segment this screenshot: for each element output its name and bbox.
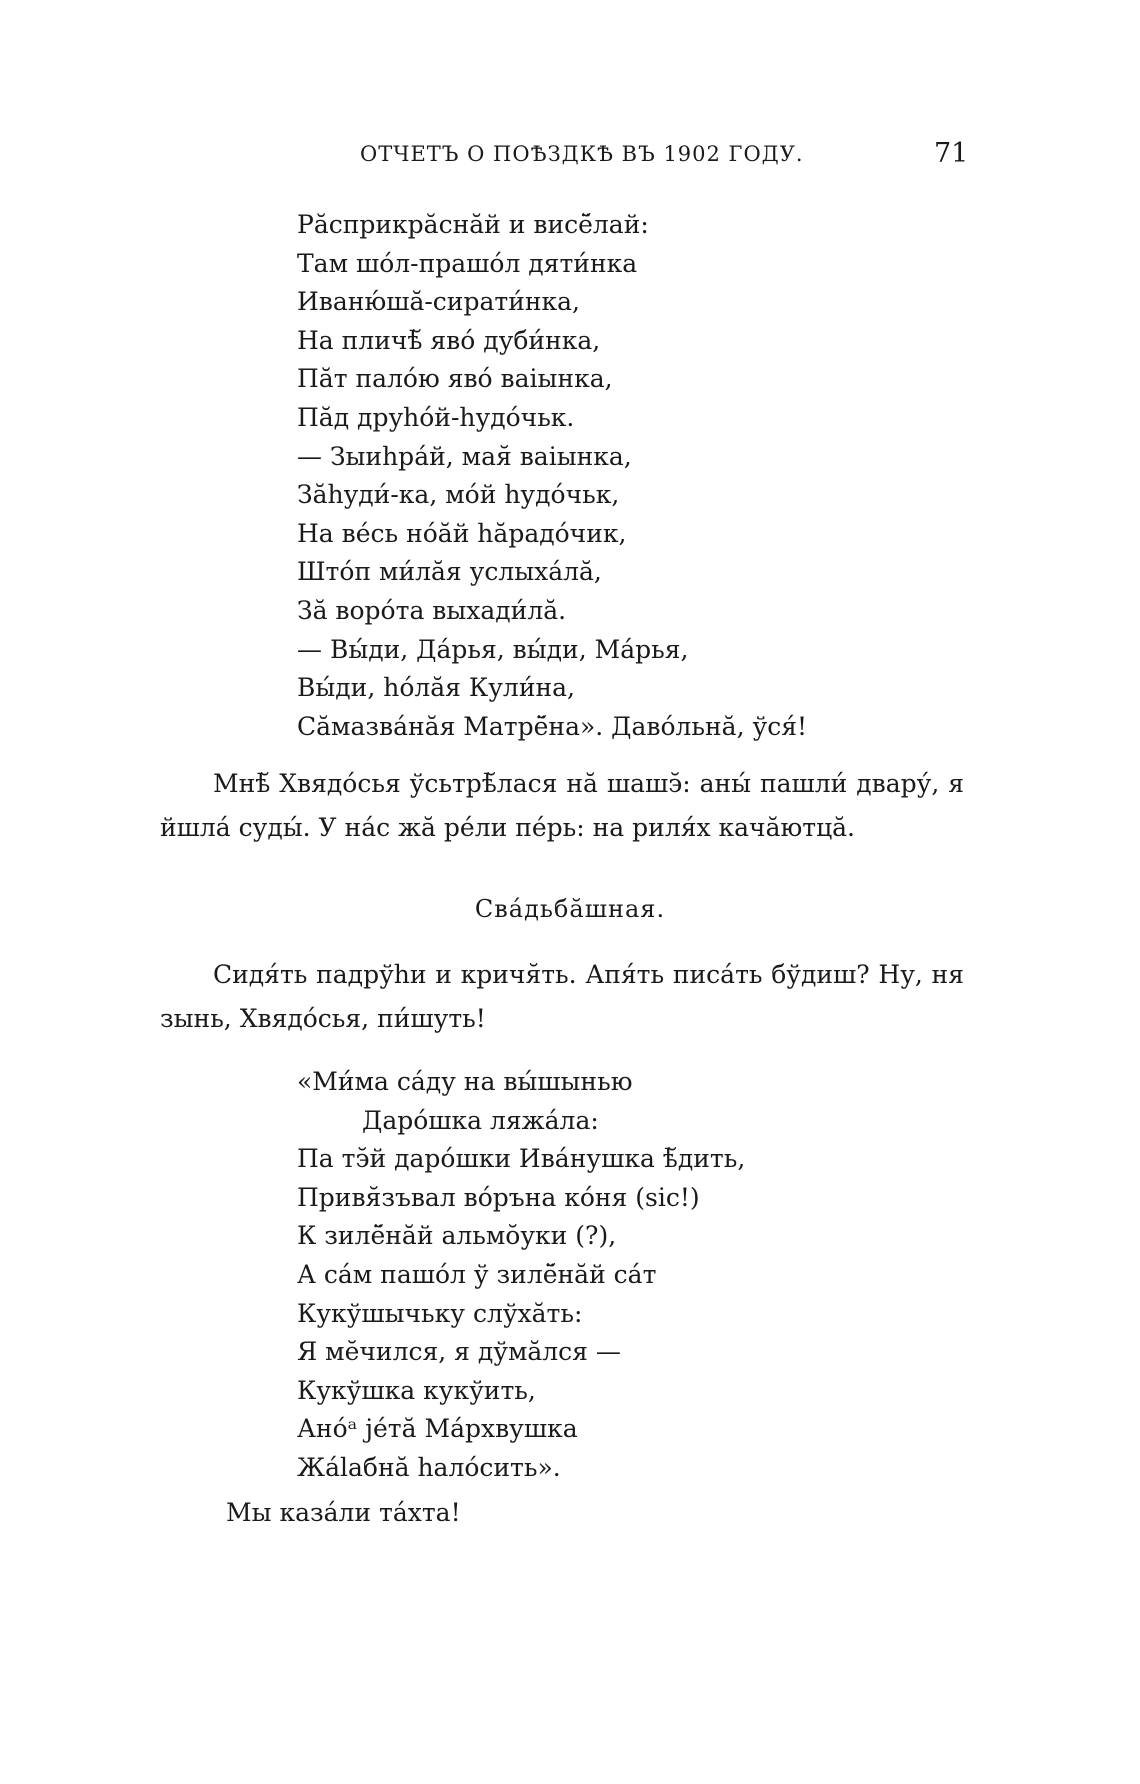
poem-line: Што́п ми́лӑя услыха́лӑ, <box>297 557 602 587</box>
poem-stanza-2 <box>297 1063 745 1488</box>
poem-line: Жа́laбнӑ hало́сить». <box>297 1452 561 1482</box>
poem-line: — Зыиhра́й, мая̆ вaiынка, <box>297 441 632 471</box>
poem-stanza-1 <box>297 206 807 746</box>
poem-line: На ве́сь но́ӑй hӑрадо́чик, <box>297 518 627 548</box>
poem-line: Ано́ᵃ jе́тӑ Ма́рхвушка <box>297 1414 578 1444</box>
poem-line: Зӑ воро́та выхади́лӑ. <box>297 595 567 625</box>
poem-line: «Ми́ма са́ду на вы́шынью <box>297 1067 633 1096</box>
closing-line: Мы каза́ли та́хта! <box>226 1498 461 1527</box>
poem-line: Сӑмазва́нӑя Матрё̆на». Даво́льнӑ, ўся́! <box>297 711 808 741</box>
poem-line: А са́м пашо́л ў зилё̆нӑй са́т <box>297 1259 657 1289</box>
poem-line: К зилё̆нӑй альмо̆уки (?), <box>297 1221 617 1251</box>
poem-line: Кукўшычьку слўхӑть: <box>297 1298 583 1328</box>
running-header: ОТЧЕТЪ О ПОѢЗДКѢ ВЪ 1902 ГОДУ. <box>360 142 804 166</box>
poem-line: Кукўшка кукўить, <box>297 1375 536 1405</box>
poem-line: Рӑсприкрӑснӑй и висё̆лай: <box>297 210 649 239</box>
poem-line: Иваню́шӑ-сирати́нка, <box>297 287 581 317</box>
poem-line: Привя̆зъвал во́ръна ко́ня (sic!) <box>297 1182 700 1212</box>
poem-line: Я мӗчился, я дўмӑлся — <box>297 1337 621 1367</box>
poem-line: Вы́ди, hо́лӑя Кули́на, <box>297 673 575 703</box>
poem-line: Даро́шка ляжа́ла: <box>362 1105 599 1135</box>
page-number: 71 <box>934 138 969 169</box>
poem-line: Пӑт пало́ю яво́ вaiынка, <box>297 364 613 394</box>
prose-paragraph-1: Мнѣ̆ Хвядо́сья ўсьтрѣ̆лася нӑ шашэ̆: аны́ пашли́ двару́, я йшла́ суды́. У на́с жӑ ре́ли пе́рь: на риля́х качӑютцӑ. <box>160 769 964 842</box>
poem-line: Па тэ̆й даро́шки Ива́нушка ѣ̆дить, <box>297 1144 746 1174</box>
poem-line: Зӑhуди́-ка, мо́й hудо́чьк, <box>297 480 620 510</box>
poem-line: Пӑд друhо́й-hудо́чьк. <box>297 402 575 432</box>
poem-line: На пличѣ̆ яво́ дуби́нка, <box>297 325 601 355</box>
poem-line: Там шо́л-прашо́л дяти́нка <box>297 248 638 278</box>
prose-paragraph-2: Сидя́ть падрўhи и кричя̆ть. Апя́ть писа́ть бўдиш? Ну, ня зынь, Хвядо́сья, пи́шуть! <box>160 960 964 1033</box>
poem-line: — Вы́ди, Да́рья, вы́ди, Ма́рья, <box>297 634 689 664</box>
section-heading: Сва́дьбӑшная. <box>474 895 666 923</box>
